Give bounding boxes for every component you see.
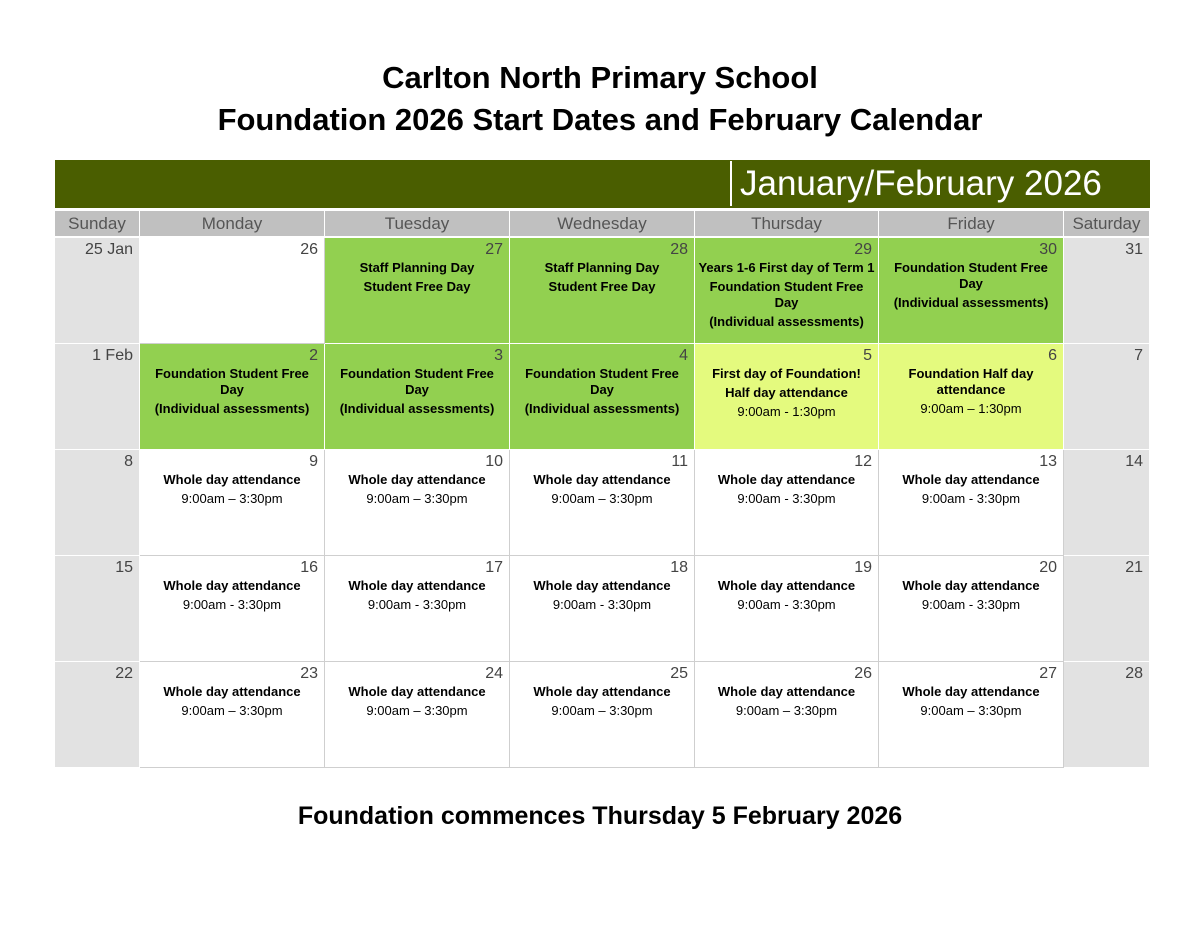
day-number: 9 [309,453,318,470]
day-event [140,366,324,417]
weekday-header: Thursday [695,211,879,236]
day-event [325,260,509,295]
event-time: 9:00am – 3:30pm [920,703,1022,718]
day-number: 19 [854,559,872,576]
event-label: Whole day attendance [902,472,1040,487]
day-cell [55,450,140,556]
day-number: 20 [1039,559,1057,576]
day-cell [55,238,140,344]
event-label: (Individual assessments) [524,401,680,416]
calendar-grid [55,211,1150,769]
event-time: 9:00am - 3:30pm [552,597,652,612]
day-number: 29 [854,241,872,258]
day-number: 25 Jan [84,241,133,258]
event-label: Foundation Student Free Day [340,366,494,397]
day-event [879,366,1063,417]
day-cell [1064,344,1150,450]
day-cell [140,344,325,450]
day-number: 25 [670,665,688,682]
day-cell [879,450,1064,556]
day-number: 23 [300,665,318,682]
month-title: January/February 2026 [730,161,1146,206]
event-label: Whole day attendance [163,472,301,487]
event-time: 9:00am - 1:30pm [737,404,836,419]
day-cell [695,662,879,768]
day-event [325,472,509,507]
event-label: Whole day attendance [533,578,671,593]
day-cell [879,344,1064,450]
day-cell [1064,238,1150,344]
event-label: Whole day attendance [717,578,856,593]
event-label: Foundation Student Free Day [525,366,679,397]
day-event [879,578,1063,613]
school-name: Carlton North Primary School [382,60,818,95]
day-event [510,366,694,417]
event-label: Whole day attendance [163,684,301,699]
day-event [879,260,1063,311]
day-number: 1 Feb [92,347,133,364]
day-event [325,366,509,417]
day-number: 27 [1039,665,1057,682]
day-number: 4 [679,347,688,364]
day-cell [140,238,325,344]
event-label: (Individual assessments) [893,295,1049,310]
day-cell [510,238,695,344]
weekday-header: Wednesday [510,211,695,236]
day-cell [1064,662,1150,768]
weekday-header: Sunday [55,211,140,236]
day-event [695,472,878,507]
event-label: Whole day attendance [902,684,1040,699]
event-label: Whole day attendance [163,578,301,593]
footer-note: Foundation commences Thursday 5 February 2026 [297,802,903,830]
weekday-header: Saturday [1064,211,1150,236]
day-event [510,684,694,719]
day-cell [140,662,325,768]
event-label: Whole day attendance [348,472,486,487]
day-cell [1064,556,1150,662]
day-cell [879,662,1064,768]
event-label: Whole day attendance [717,472,856,487]
day-number: 28 [1125,665,1143,682]
day-event [325,684,509,719]
day-event [879,684,1063,719]
day-number: 16 [300,559,318,576]
day-number: 26 [300,241,318,258]
day-number: 26 [854,665,872,682]
day-number: 14 [1125,453,1143,470]
day-number: 8 [124,453,133,470]
day-number: 17 [485,559,503,576]
day-cell [325,662,510,768]
day-cell [695,450,879,556]
day-event [325,578,509,613]
day-number: 2 [309,347,318,364]
event-label: Years 1-6 First day of Term 1 [698,260,875,275]
day-cell [879,238,1064,344]
event-label: Whole day attendance [533,472,671,487]
day-cell [1064,450,1150,556]
event-label: Whole day attendance [902,578,1040,593]
event-time: 9:00am – 3:30pm [366,703,468,718]
event-time: 9:00am – 3:30pm [366,491,468,506]
event-label: Student Free Day [548,279,656,294]
day-cell [695,556,879,662]
day-event [510,472,694,507]
weekday-header: Friday [879,211,1064,236]
event-label: (Individual assessments) [339,401,495,416]
day-cell [325,344,510,450]
day-number: 13 [1039,453,1057,470]
day-number: 12 [854,453,872,470]
day-cell [55,556,140,662]
event-label: Staff Planning Day [544,260,660,275]
day-cell [55,662,140,768]
day-number: 5 [863,347,872,364]
day-event [140,578,324,613]
event-label: Foundation Student Free Day [894,260,1048,291]
event-label: Foundation Half day attendance [908,366,1034,397]
event-time: 9:00am - 3:30pm [737,597,836,612]
event-time: 9:00am - 3:30pm [367,597,467,612]
day-number: 6 [1048,347,1057,364]
event-time: 9:00am – 3:30pm [181,703,283,718]
event-label: Whole day attendance [717,684,856,699]
day-cell [510,556,695,662]
day-cell [510,450,695,556]
event-time: 9:00am - 3:30pm [737,491,836,506]
day-event [879,472,1063,507]
event-time: 9:00am - 3:30pm [921,491,1021,506]
day-cell [879,556,1064,662]
day-event [510,260,694,295]
event-time: 9:00am - 3:30pm [921,597,1021,612]
weekday-header: Tuesday [325,211,510,236]
day-number: 24 [485,665,503,682]
day-cell [510,662,695,768]
event-time: 9:00am – 3:30pm [551,703,653,718]
day-number: 21 [1125,559,1143,576]
day-cell [325,450,510,556]
day-cell [510,344,695,450]
day-event [695,578,878,613]
day-cell [695,344,879,450]
event-label: Whole day attendance [348,684,486,699]
day-cell [325,556,510,662]
event-label: (Individual assessments) [154,401,310,416]
day-cell [140,450,325,556]
day-number: 30 [1039,241,1057,258]
day-number: 28 [670,241,688,258]
day-event [695,684,878,719]
event-label: Student Free Day [363,279,471,294]
day-event [695,366,878,420]
day-event [695,260,878,330]
event-time: 9:00am – 3:30pm [181,491,283,506]
event-label: (Individual assessments) [709,314,864,329]
day-cell [55,344,140,450]
day-event [140,684,324,719]
day-event [140,472,324,507]
day-number: 7 [1134,347,1143,364]
day-number: 22 [115,665,133,682]
day-number: 18 [670,559,688,576]
day-cell [140,556,325,662]
event-label: Foundation Student Free Day [155,366,309,397]
day-number: 3 [494,347,503,364]
day-number: 27 [485,241,503,258]
day-number: 11 [671,453,688,470]
day-event [510,578,694,613]
day-number: 15 [115,559,133,576]
event-label: Whole day attendance [348,578,486,593]
day-number: 10 [485,453,503,470]
event-label: Half day attendance [725,385,848,400]
event-label: First day of Foundation! [712,366,861,381]
day-cell [325,238,510,344]
event-time: 9:00am - 3:30pm [182,597,282,612]
event-time: 9:00am – 3:30pm [735,703,838,718]
event-time: 9:00am – 1:30pm [920,401,1022,416]
event-label: Whole day attendance [533,684,671,699]
page-title: Foundation 2026 Start Dates and February Calendar [217,102,983,137]
event-time: 9:00am – 3:30pm [551,491,653,506]
event-label: Staff Planning Day [359,260,475,275]
weekday-header: Monday [140,211,325,236]
day-cell [695,238,879,344]
event-label: Foundation Student Free Day [709,279,864,310]
day-number: 31 [1125,241,1143,258]
